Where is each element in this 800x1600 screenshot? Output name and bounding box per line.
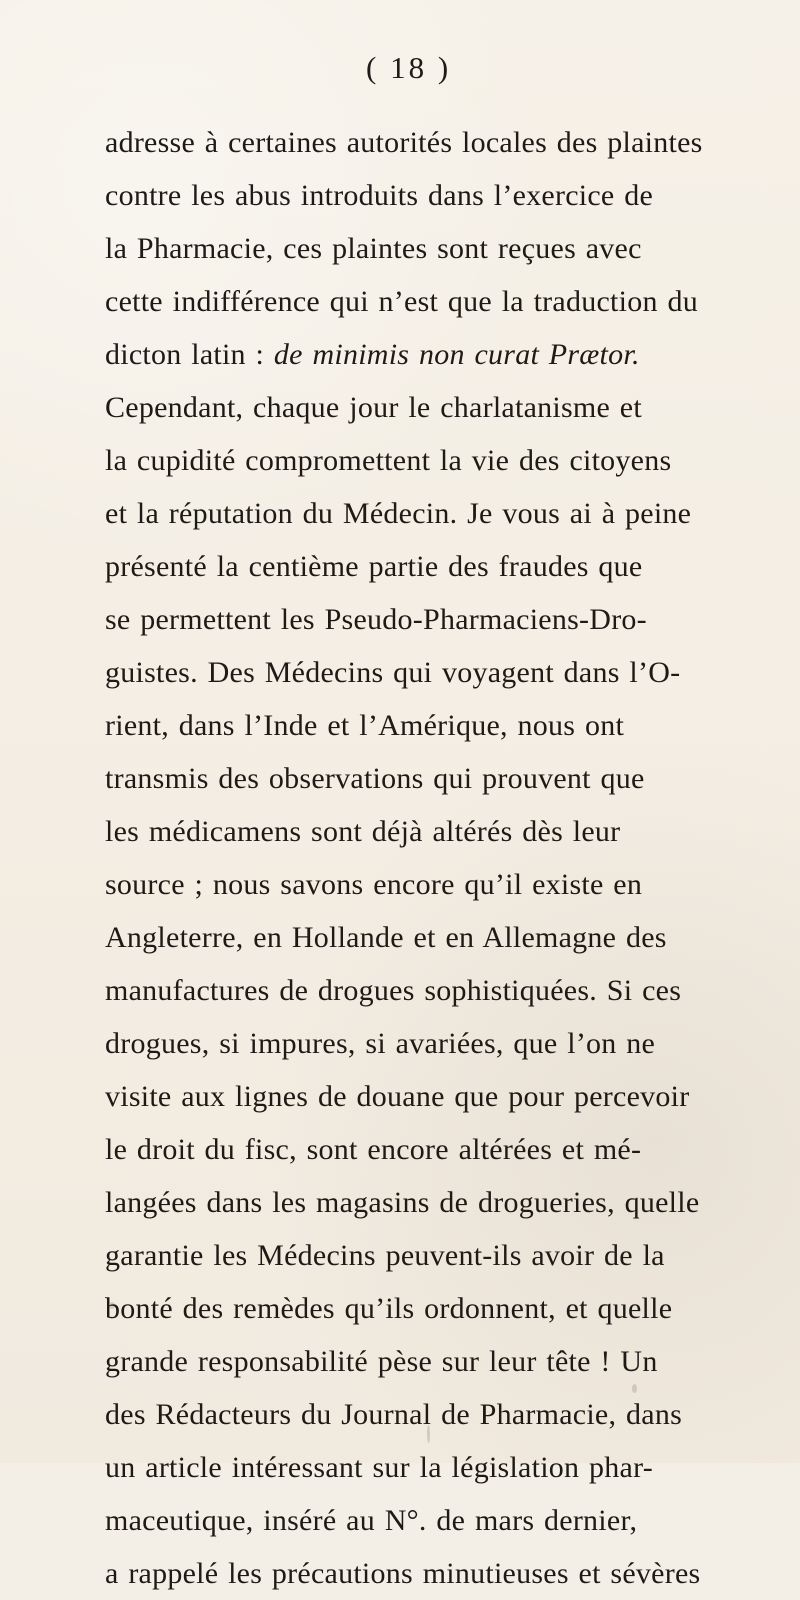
text-line: les médicamens sont déjà altérés dès leur — [105, 815, 621, 848]
text-line: guistes. Des Médecins qui voyagent dans l’O- — [105, 656, 681, 689]
line-prefix: dicton latin : — [105, 338, 274, 371]
ink-speck — [109, 1302, 115, 1309]
text-line: drogues, si impures, si avariées, que l’on ne — [105, 1027, 656, 1060]
text-line: visite aux lignes de douane que pour percevoir — [105, 1080, 690, 1113]
text-line: cette indifférence qui n’est que la traduction du — [105, 285, 698, 318]
text-line: langées dans les magasins de drogueries, quelle — [105, 1186, 700, 1219]
text-line: se permettent les Pseudo-Pharmaciens-Dro- — [105, 603, 647, 636]
text-line: le droit du fisc, sont encore altérées et mé- — [105, 1133, 642, 1166]
text-line: la cupidité compromettent la vie des citoyens — [105, 444, 672, 477]
text-line: un article intéressant sur la législation phar- — [105, 1451, 653, 1484]
text-line: la Pharmacie, ces plaintes sont reçues avec — [105, 232, 642, 265]
text-line: grande responsabilité pèse sur leur tête ! Un — [105, 1345, 658, 1378]
text-line: a rappelé les précautions minutieuses et sévères — [105, 1557, 701, 1590]
text-line: rient, dans l’Inde et l’Amérique, nous ont — [105, 709, 625, 742]
text-line: Angleterre, en Hollande et en Allemagne des — [105, 921, 667, 954]
ink-speck — [427, 1425, 430, 1443]
ink-speck — [632, 1384, 637, 1393]
body-text — [105, 116, 725, 1600]
text-line: bonté des remèdes qu’ils ordonnent, et quelle — [105, 1292, 673, 1325]
text-line: source ; nous savons encore qu’il existe en — [105, 868, 643, 901]
latin-phrase: de minimis non curat Prætor. — [273, 338, 640, 371]
text-line: présenté la centième partie des fraudes que — [105, 550, 643, 583]
text-line: des Rédacteurs du Journal de Pharmacie, dans — [105, 1398, 682, 1431]
text-line: transmis des observations qui prouvent que — [105, 762, 645, 795]
page-number: ( 18 ) — [366, 50, 452, 85]
text-line: manufactures de drogues sophistiquées. Si ces — [105, 974, 682, 1007]
text-line: contre les abus introduits dans l’exercice de — [105, 179, 654, 212]
text-line: adresse à certaines autorités locales des plaintes — [105, 126, 703, 159]
text-line: et la réputation du Médecin. Je vous ai à peine — [105, 497, 692, 530]
text-line-latin-phrase — [105, 328, 725, 381]
text-line: garantie les Médecins peuvent-ils avoir de la — [105, 1239, 665, 1272]
text-line: Cependant, chaque jour le charlatanisme et — [105, 391, 642, 424]
text-line: maceutique, inséré au N°. de mars dernier, — [105, 1504, 638, 1537]
